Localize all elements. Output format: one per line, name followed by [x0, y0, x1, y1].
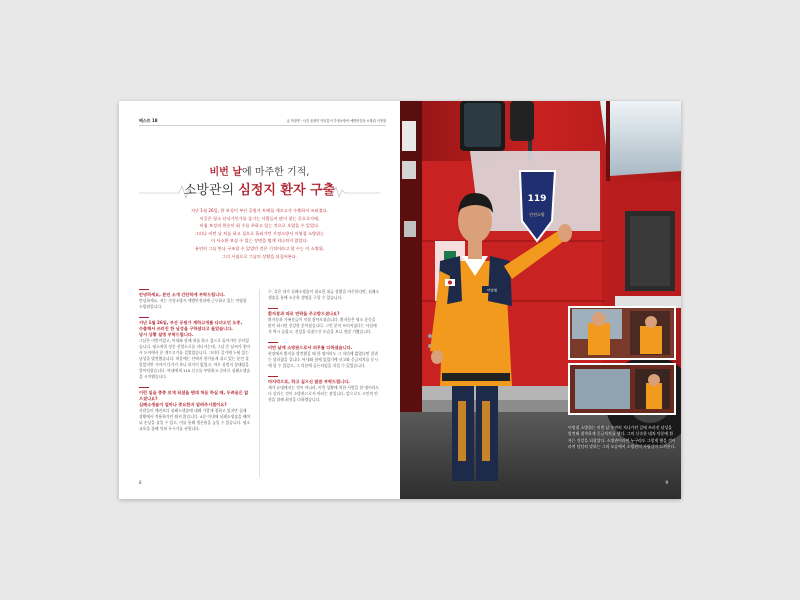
- answer: 사람들이 예전보다 심폐소생술에 대해 가깝게 접하고 있지만 실제 상황에서 적용하기란 쉽지 않습니다. 4분 이내에 심폐소생술을 해야 뇌 손상을 줄일 수 있고, 이를 통해 생존율을 높일 수 있습니다. 평소 교육을 통해 익혀 두시기를 권합니다.: [139, 408, 251, 431]
- question: 안녕하세요, 본인 소개 간단하게 부탁드립니다.: [139, 292, 225, 297]
- question: 환자분과 따로 연락을 주고받으셨나요?: [268, 311, 340, 316]
- title-rest-1: 에 마주한 기적,: [241, 167, 310, 178]
- interview-column-right: [268, 289, 380, 410]
- truck-badge-number: 119: [527, 194, 547, 204]
- title-line-1: [119, 163, 400, 178]
- question: 수출해서 쓰러진 한 남성을 구하셨다고 들었습니다.: [139, 326, 233, 331]
- right-page-photo: [400, 101, 681, 499]
- answer: 수, 혹은 내가 심폐소생술이 필요한 위급 상황을 마주한다면, 심폐소생술을 통해 소중한 생명을 구할 수 있습니다.: [268, 289, 380, 300]
- question: 당시 상황 설명 부탁드립니다.: [139, 332, 194, 337]
- intro-line: 그의 시점으로 그날의 상황을 되짚어본다.: [221, 253, 298, 259]
- inset-photo-1: [568, 306, 676, 360]
- question-rule: [268, 376, 278, 377]
- truck-badge-text: 안전소방: [529, 212, 545, 217]
- intro-paragraph: [159, 207, 360, 260]
- question-rule: [139, 289, 149, 290]
- question-rule: [139, 317, 149, 318]
- ecg-line-right-icon: [325, 182, 380, 200]
- header-rule: [139, 125, 386, 126]
- interview-column-left: [139, 289, 251, 439]
- intro-line: 마침 보성의 한순이 회 수를 주하고 있는 것으로 오엄을 수 있었다.: [199, 223, 320, 229]
- name-tag: 이영철: [486, 288, 498, 293]
- intro-line: 이 사소한 보실 수 있는 장면을 범게 지나치지 않았다.: [211, 238, 308, 244]
- ecg-line-left-icon: [139, 182, 201, 200]
- answer: 현장에서 환자를 발견했을 때 한 명이라도 그 자리에 없었다면 결과는 달라졌을 겁니다. 아내와 함께 있었기에 신고와 응급처치를 동시에 할 수 있었고, 그 덕분에 골든타임을 지킬 수 있었습니다.: [268, 351, 378, 368]
- intro-line: 유연히 그를 만나 구조할 수 있었던 것은 기적이라고 할 수는 이 소방위,: [194, 245, 325, 251]
- question-rule: [268, 342, 278, 343]
- title-highlight-2: 심정지 환자 구출: [238, 183, 336, 198]
- question-rule: [268, 308, 278, 309]
- question-rule: [139, 387, 149, 388]
- title-prefix-2: 소방관의: [183, 183, 239, 198]
- question: 비번 날에 소방관으로서 의무를 다하셨습니다.: [268, 345, 353, 350]
- page-number-right: 9: [665, 480, 668, 485]
- title-line-2: [119, 182, 400, 200]
- photo-caption: 이영철 소방위는 비번 날 우연히 지나가던 길에 쓰러진 남성을 발견해 침착하게 응급처치를 했다. 그의 신속한 대처 덕분에 환자는 건강을 되찾았다. 소방관이라면 누구라도 그렇게 했을 것이라며 담담히 말하는 그의 모습에서 소방관의 사명감이 느껴진다.: [568, 425, 676, 449]
- magazine-spread: [119, 101, 681, 499]
- answer: 제가 유명해지는 것이 아니라, 이런 상황에 처한 사람을 한 명이라도 더 살리는 것이 소방관으로서 바라는 점입니다. 앞으로도 시민의 안전을 위해 최선을 다하겠습니다.: [268, 385, 380, 402]
- intro-line: 이곳은 평소 산식가인가를 즐기는 사람들이 많이 찾는 곳으로가에,: [199, 215, 320, 221]
- article-title: [119, 163, 400, 200]
- left-page: [119, 101, 400, 499]
- column-divider: [259, 289, 260, 477]
- page-number-left: 8: [139, 480, 142, 485]
- question: 심폐소생술이 얼마나 중요한지 알려주시겠어요?: [139, 402, 227, 407]
- title-highlight-1: 비번 날: [209, 167, 242, 178]
- question: 지난 1월 26일, 부산 공원가 계하고개를 다녀오던 도중,: [139, 320, 243, 325]
- intro-line: 그러나 비번 날 처를 하고 집으로 흘러가던 가정소방서 이영철 소방위는: [194, 230, 325, 236]
- question: 이런 일을 종종 보게 되셨을 텐데 처음 하실 때, 두려움은 없으셨나요?: [139, 390, 249, 401]
- inset-photo-2: [568, 363, 676, 415]
- question: 마지막으로, 하고 싶으신 말씀 부탁드립니다.: [268, 379, 350, 384]
- answer: 그날은 비번이었고, 아내와 함께 처를 하고 집으로 돌아가던 중이었습니다. 평소처럼 정문 산업도로를 지나가는데, 그날 은 날씨가 좋아서 도어에서 운 개프고가를 걸었었습니다. 그러다 길가에 누워 있는 남성을 발견했습니다. 처음에는 산에서 한가롭게 쉬고 있는 분인 줄 알았지만 가까이 다가가 보니 의식이 없었고, 바로 심정지 상태임을 알아차렸습니다. 아내에게 119 신고를 부탁하고 곧바로 심폐소생술을 시작했습니다.: [139, 338, 251, 379]
- byline: 글 허정연 · 사진 윤현미 인터뷰이 가정소방서 예방안전과 소방위 이영철: [286, 119, 386, 123]
- section-label: 베스트 18: [139, 118, 158, 123]
- answer: 안녕하세요. 저는 가정소방서 예방안전과에 근무하고 있는 이영철 소방위입니다.: [139, 298, 247, 309]
- intro-line: 지난 1월 26일, 한 보성이 부산 공원가 트에를 개프고가 수출하서 쓰러젔다.: [190, 208, 329, 213]
- answer: 환자분과 가족분들이 직접 찾아오셨습니다. 환자분은 평소 운동을 많이 하시던 건강한 분이셨습니다. 그런 분이 쓰러지셨다는 사실에 저 역시 놀랐고, 건강을 되찾으신 모습을 보니 정말 기뻤습니다.: [268, 317, 377, 334]
